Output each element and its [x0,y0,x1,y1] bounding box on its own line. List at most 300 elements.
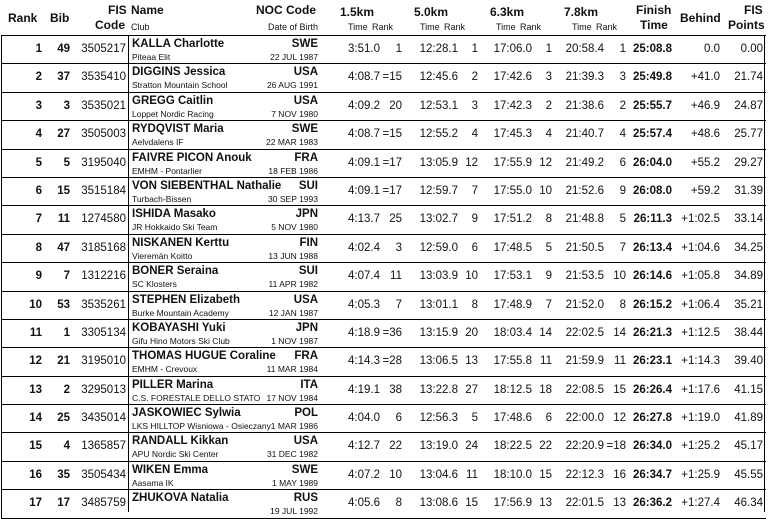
bib-cell: 3 [63,99,70,112]
split-4-time: 22:12.3 [565,468,604,481]
fis-points: 33.14 [734,213,763,226]
split-2-time: 12:55.2 [419,128,458,141]
noc-code: FRA [294,151,318,164]
split-1-rank: 22 [389,440,402,453]
split-3-rank: 13 [539,497,552,510]
athlete-name: PILLER Marina [132,378,214,391]
split-1-time: 4:08.7 [348,71,380,84]
split-3-time: 18:12.5 [493,383,532,396]
split-3-time: 17:45.3 [493,128,532,141]
athlete-name: GREGG Caitlin [132,94,214,107]
fis-points-header-1: FIS [744,3,763,17]
rank-cell: 10 [29,298,42,311]
split-3-rank: 8 [545,213,552,226]
noc-code: FRA [294,350,318,363]
fis-points: 34.89 [734,270,763,283]
rank-cell: 9 [35,270,42,283]
fis-points: 38.44 [734,326,763,339]
table-row [2,462,766,490]
split-2-label: 5.0km [414,5,449,19]
split-4-time-header: Time [572,22,592,32]
split-3-rank: 10 [539,184,552,197]
time-behind: +59.2 [690,184,720,197]
behind-header: Behind [680,11,721,25]
noc-code: USA [293,66,318,79]
split-1-rank: =15 [382,71,402,84]
table-row [2,64,766,92]
split-3-time: 17:55.9 [493,156,532,169]
fis-code-cell: 3485759 [81,497,126,510]
date-of-birth: 1 MAR 1986 [270,421,318,432]
finish-time: 26:08.0 [632,184,672,197]
athlete-name: ISHIDA Masako [132,208,216,221]
split-2-time: 12:59.0 [419,241,458,254]
fis-code-cell: 3505434 [81,468,126,481]
split-1-time: 4:02.4 [348,241,380,254]
split-3-time: 18:10.0 [493,468,532,481]
split-4-time: 21:49.2 [565,156,604,169]
split-3-rank: 6 [545,412,552,425]
athlete-name: THOMAS HUGUE Coraline [132,350,276,363]
split-4-rank: 11 [614,355,626,368]
time-behind: +1:02.5 [681,213,720,226]
rank-cell: 15 [29,440,42,453]
split-1-rank: 8 [395,497,402,510]
rank-header: Rank [8,11,38,25]
split-1-time: 4:07.4 [348,270,380,283]
split-4-time: 20:58.4 [565,43,604,55]
time-behind: +48.6 [690,128,720,141]
split-1-rank: =36 [382,326,402,339]
athlete-club: C.S. FORESTALE DELLO STATO [132,392,261,403]
club-header: Club [131,22,150,32]
split-2-time: 13:04.6 [419,468,458,481]
rank-cell: 14 [29,412,42,425]
fis-code-cell: 3195040 [81,156,126,169]
athlete-name: BONER Seraina [132,265,219,278]
date-of-birth: 1 MAY 1989 [272,477,318,488]
split-1-time: 4:18.9 [348,326,380,339]
fis-points: 34.25 [734,241,763,254]
date-of-birth: 31 DEC 1982 [266,449,318,460]
split-1-rank-header: Rank [372,22,394,32]
split-4-rank: 2 [619,99,626,112]
split-2-rank: 13 [465,355,478,368]
fis-code-cell: 3295013 [81,383,126,396]
split-2-rank: 7 [471,184,478,197]
finish-time: 26:14.6 [632,270,672,283]
table-row [2,292,766,320]
split-3-time: 17:55.0 [493,184,532,197]
split-2-time: 13:02.7 [419,213,458,226]
fis-code-cell: 3515184 [81,184,126,197]
rank-cell: 13 [29,383,42,396]
split-4-rank: 1 [619,43,626,55]
split-4-time: 22:00.0 [565,412,604,425]
fis-code-header-1: FIS [108,3,127,17]
athlete-name: STEPHEN Elizabeth [132,293,240,306]
bib-cell: 2 [63,383,70,396]
split-2-time-header: Time [420,22,440,32]
noc-header: NOC Code [256,3,316,17]
athlete-club: Loppet Nordic Racing [132,108,214,119]
finish-time: 25:49.8 [632,71,672,84]
time-behind: +46.9 [690,99,720,112]
split-2-rank: 20 [465,326,478,339]
finish-header-2: Time [640,18,668,32]
bib-cell: 27 [57,128,70,141]
split-3-rank: 14 [539,326,552,339]
split-2-time: 13:03.9 [419,270,458,283]
fis-points: 21.74 [734,71,763,84]
athlete-club: Aasama IK [132,477,174,488]
split-4-rank: 15 [613,383,626,396]
table-row [2,377,766,405]
split-2-rank: 9 [471,213,478,226]
bib-cell: 4 [63,440,70,453]
time-behind: +41.0 [690,71,720,84]
split-1-rank: 1 [395,43,402,55]
split-1-time: 4:09.1 [348,184,380,197]
split-4-time: 22:01.5 [565,497,604,510]
table-row [2,93,766,121]
split-2-time: 12:56.3 [419,412,458,425]
table-row [2,405,766,433]
finish-time: 26:11.3 [633,213,672,226]
split-3-time: 17:56.9 [493,497,532,510]
split-1-time-header: Time [348,22,368,32]
split-2-rank: 3 [471,99,478,112]
fis-code-cell: 1365857 [81,440,126,453]
rank-cell: 7 [35,213,42,226]
rank-cell: 3 [35,99,42,112]
date-of-birth: 26 AUG 1991 [266,80,318,91]
table-row [2,490,766,518]
split-4-time: 22:20.9 [565,440,604,453]
table-row [2,121,766,149]
table-row [2,150,766,178]
bib-cell: 15 [57,184,70,197]
split-3-rank: 4 [545,128,552,141]
athlete-name: WIKEN Emma [132,463,209,476]
split-2-rank: 10 [465,270,478,283]
split-4-time: 21:50.5 [565,241,604,254]
split-2-rank: 11 [466,468,478,481]
split-1-rank: =15 [382,128,402,141]
split-3-rank: 7 [545,298,552,311]
table-row [2,178,766,206]
time-behind: +1:04.6 [681,241,720,254]
split-2-time: 13:22.8 [419,383,458,396]
split-4-time: 21:40.7 [565,128,604,141]
split-3-time-header: Time [496,22,516,32]
noc-code: JPN [295,321,318,334]
split-1-rank: =28 [382,355,402,368]
table-row [2,433,766,461]
fis-points: 46.34 [734,497,763,510]
fis-points-header-2: Points [728,18,765,32]
split-3-time: 17:06.0 [493,43,532,55]
split-3-label: 6.3km [490,5,525,19]
time-behind: +1:05.8 [681,270,720,283]
fis-points: 25.77 [734,128,763,141]
split-1-time: 4:19.1 [348,383,380,396]
fis-code-header-2: Code [95,18,125,32]
finish-time: 26:34.0 [632,440,672,453]
date-of-birth: 22 JUL 1987 [270,52,318,62]
split-4-rank-header: Rank [596,22,618,32]
results-table [1,35,766,519]
rank-cell: 17 [29,497,42,510]
split-1-label: 1.5km [340,5,375,19]
table-row [2,235,766,263]
fis-code-cell: 3435014 [81,412,126,425]
finish-time: 25:55.7 [632,99,672,112]
finish-time: 25:08.8 [632,43,672,55]
split-4-rank: 5 [619,213,626,226]
rank-cell: 16 [29,468,42,481]
rank-cell: 8 [35,241,42,254]
split-4-rank: 8 [619,298,626,311]
noc-code: USA [293,293,318,306]
dob-header: Date of Birth [268,22,319,32]
fis-points: 29.27 [734,156,763,169]
split-3-time: 17:48.6 [493,412,532,425]
date-of-birth: 13 JUN 1988 [268,250,318,261]
fis-points: 41.89 [734,412,763,425]
fis-code-cell: 3505217 [81,43,126,55]
athlete-name: KOBAYASHI Yuki [132,321,226,334]
rank-cell: 2 [35,71,42,84]
bib-cell: 21 [57,355,70,368]
split-4-rank: 3 [619,71,626,84]
table-row [2,320,766,348]
bib-cell: 5 [63,156,70,169]
athlete-name: JASKOWIEC Sylwia [132,407,241,420]
split-3-rank: 1 [545,43,552,55]
bib-header: Bib [50,11,70,25]
fis-code-cell: 1312216 [81,270,126,283]
bib-cell: 25 [57,412,70,425]
split-3-rank: 9 [545,270,552,283]
athlete-name: DIGGINS Jessica [132,66,226,79]
athlete-club: JR Hokkaido Ski Team [132,222,218,233]
split-1-rank: =17 [382,156,402,169]
time-behind: +1:25.2 [681,440,720,453]
table-row [2,348,766,376]
fis-points: 0.00 [740,43,763,55]
split-2-rank: 1 [471,43,478,55]
athlete-name: KALLA Charlotte [132,38,225,50]
bib-cell: 11 [57,213,70,226]
split-1-rank: 25 [389,213,402,226]
results-header [0,0,768,35]
athlete-club: LKS HILLTOP Wisniowa - Osieczany [132,421,271,432]
date-of-birth: 18 FEB 1986 [268,165,318,176]
athlete-name: RANDALL Kikkan [132,435,229,448]
rank-cell: 6 [35,184,42,197]
split-4-rank: 12 [613,412,626,425]
noc-code: RUS [293,492,318,505]
split-2-rank: 2 [471,71,478,84]
noc-code: USA [293,435,318,448]
date-of-birth: 1 NOV 1987 [271,335,318,346]
split-2-rank: 15 [465,497,478,510]
split-3-rank-header: Rank [520,22,542,32]
split-4-time: 21:52.0 [565,298,604,311]
fis-code-cell: 3535261 [81,298,126,311]
split-2-time: 13:05.9 [419,156,458,169]
table-row [2,36,766,64]
split-2-rank: 12 [465,156,478,169]
finish-header-1: Finish [636,3,672,17]
split-4-rank: 6 [619,156,626,169]
split-2-time: 12:45.6 [419,71,458,84]
bib-cell: 37 [57,71,70,84]
split-1-time: 4:14.3 [348,355,380,368]
split-2-rank: 4 [471,128,478,141]
name-header: Name [131,3,164,17]
split-4-time: 22:08.5 [565,383,604,396]
fis-points: 24.87 [734,99,763,112]
athlete-name: RYDQVIST Maria [132,123,224,136]
table-row [2,263,766,291]
bib-cell: 47 [57,241,70,254]
split-4-time: 21:53.5 [565,270,604,283]
split-2-time: 13:08.6 [419,497,458,510]
split-1-time: 4:07.2 [348,468,380,481]
split-1-rank: 7 [395,298,402,311]
split-4-rank: 14 [613,326,626,339]
noc-code: ITA [300,378,318,391]
split-3-time: 17:48.9 [493,298,532,311]
split-3-rank: 15 [539,468,552,481]
bib-cell: 53 [57,298,70,311]
split-3-time: 17:55.8 [493,355,532,368]
fis-code-cell: 3305134 [81,326,126,339]
split-1-time: 3:51.0 [348,43,380,55]
column-divider [128,35,129,512]
fis-code-cell: 3505003 [81,128,126,141]
date-of-birth: 22 MAR 1983 [266,137,318,148]
athlete-club: Gifu Hino Motors Ski Club [132,335,230,346]
split-2-rank: 8 [471,298,478,311]
date-of-birth: 12 JAN 1987 [268,307,318,318]
noc-code: SWE [291,38,318,50]
split-1-rank: 3 [395,241,402,254]
split-1-time: 4:08.7 [348,128,380,141]
split-2-time: 13:01.1 [419,298,458,311]
bib-cell: 1 [63,326,70,339]
athlete-club: APU Nordic Ski Center [132,449,219,460]
split-3-rank: 11 [540,355,552,368]
split-1-rank: 20 [389,99,402,112]
athlete-club: Vieremän Koitto [132,250,193,261]
finish-time: 26:04.0 [632,156,672,169]
finish-time: 26:23.1 [632,355,672,368]
split-1-time: 4:04.0 [348,412,380,425]
noc-code: SUI [298,265,318,278]
split-2-time: 13:15.9 [419,326,458,339]
date-of-birth: 17 NOV 1984 [266,392,318,403]
split-4-label: 7.8km [564,5,599,19]
athlete-club: Aelvdalens IF [132,137,184,148]
split-4-time: 21:59.9 [565,355,604,368]
noc-code: JPN [295,208,318,221]
column-divider [764,35,765,512]
date-of-birth: 11 MAR 1984 [266,364,318,375]
noc-code: FIN [299,236,318,249]
split-4-time: 22:02.5 [565,326,604,339]
split-2-time: 12:59.7 [419,184,458,197]
split-2-time: 13:19.0 [419,440,458,453]
split-4-time: 21:48.8 [565,213,604,226]
split-1-time: 4:12.7 [348,440,380,453]
split-1-time: 4:09.2 [348,99,380,112]
finish-time: 26:26.4 [632,383,672,396]
split-3-rank: 3 [545,71,552,84]
split-4-rank: 7 [619,241,626,254]
fis-code-cell: 1274580 [81,213,126,226]
fis-points: 45.55 [734,468,763,481]
bib-cell: 7 [63,270,70,283]
athlete-name: VON SIEBENTHAL Nathalie [132,179,282,192]
athlete-club: Piteaa Elit [132,52,171,62]
fis-points: 45.17 [734,440,763,453]
split-3-time: 17:42.3 [493,99,532,112]
athlete-club: Burke Mountain Academy [132,307,229,318]
fis-points: 39.40 [734,355,763,368]
split-4-time: 21:39.3 [565,71,604,84]
fis-points: 41.15 [734,383,763,396]
split-1-rank: 38 [389,383,402,396]
split-1-rank: 10 [389,468,402,481]
time-behind: +55.2 [690,156,720,169]
noc-code: USA [293,94,318,107]
table-row [2,206,766,234]
split-4-rank: =18 [606,440,626,453]
rank-cell: 4 [35,128,42,141]
split-2-rank-header: Rank [444,22,466,32]
split-1-rank: =17 [382,184,402,197]
bib-cell: 17 [57,497,70,510]
time-behind: +1:06.4 [681,298,720,311]
date-of-birth: 30 SEP 1993 [268,193,318,204]
rank-cell: 12 [29,355,42,368]
split-4-rank: 10 [613,270,626,283]
date-of-birth: 11 APR 1982 [268,279,318,290]
split-1-time: 4:13.7 [348,213,380,226]
finish-time: 26:15.2 [632,298,672,311]
bib-cell: 49 [57,43,70,55]
finish-time: 26:21.3 [632,326,672,339]
split-4-rank: 13 [613,497,626,510]
split-4-time: 21:38.6 [565,99,604,112]
bib-cell: 35 [57,468,70,481]
finish-time: 26:36.2 [632,497,672,510]
split-3-time: 18:03.4 [493,326,532,339]
split-1-time: 4:05.3 [348,298,380,311]
fis-code-cell: 3535021 [81,99,126,112]
athlete-club: EMHM - Pontarlier [132,165,202,176]
split-2-rank: 24 [465,440,478,453]
athlete-club: Turbach-Bissen [132,193,192,204]
fis-points: 35.21 [734,298,763,311]
noc-code: POL [294,407,318,420]
split-2-rank: 27 [465,383,478,396]
athlete-club: EMHM - Crevoux [132,364,198,375]
time-behind: +1:17.6 [681,383,720,396]
